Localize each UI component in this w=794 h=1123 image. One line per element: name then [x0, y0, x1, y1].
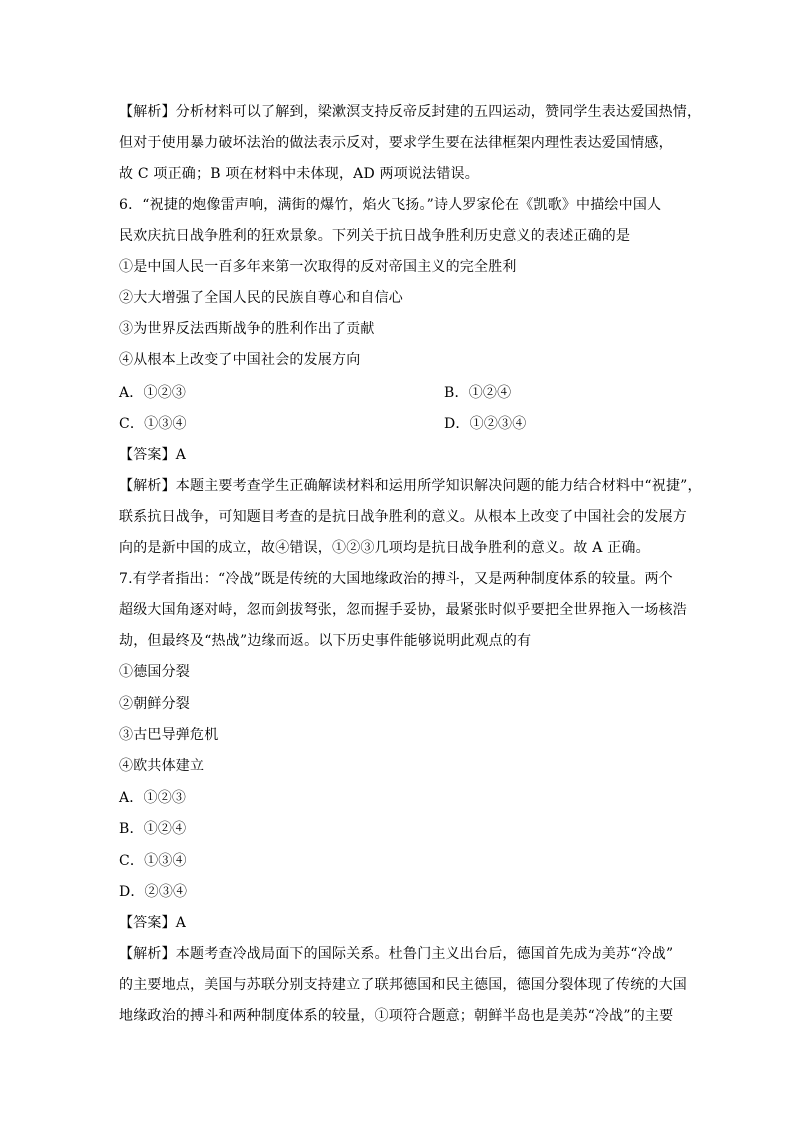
statement-1: ①德国分裂: [119, 664, 190, 680]
option-d: D．②③④: [119, 884, 188, 900]
text-line: 联系抗日战争，可知题目考查的是抗日战争胜利的意义。从根本上改变了中国社会的发展方: [119, 509, 687, 525]
text-line: 向的是新中国的成立，故④错误，①②③几项均是抗日战争胜利的意义。故 A 正确。: [119, 540, 650, 556]
statement-1: ①是中国人民一百多年来第一次取得的反对帝国主义的完全胜利: [119, 259, 517, 275]
statement-2: ②朝鲜分裂: [119, 696, 190, 712]
question-7-stem: 7.有学者指出：“冷战”既是传统的大国地缘政治的搏斗，又是两种制度体系的较量。两个: [119, 571, 673, 587]
answer-label: 【答案】A: [119, 447, 187, 463]
text-line: 超级大国角逐对峙，忽而剑拔弩张，忽而握手妥协，最紧张时似乎要把全世界拖入一场核浩: [119, 602, 687, 618]
answer-label: 【答案】A: [119, 915, 187, 931]
text-line: 故 C 项正确；B 项在材料中未体现，AD 两项说法错误。: [119, 166, 479, 182]
option-a: A．①②③: [119, 385, 187, 401]
statement-3: ③古巴导弹危机: [119, 727, 219, 743]
analysis-text: 【解析】本题主要考查学生正确解读材料和运用所学知识解决问题的能力结合材料中“祝捷”，: [119, 478, 702, 494]
option-a: A．①②③: [119, 790, 187, 806]
text-line: 地缘政治的搏斗和两种制度体系的较量，①项符合题意；朝鲜半岛也是美苏“冷战”的主要: [119, 1008, 674, 1024]
text-line: 但对于使用暴力破坏法治的做法表示反对，要求学生要在法律框架内理性表达爱国情感，: [119, 135, 673, 151]
text-line: 的主要地点，美国与苏联分别支持建立了联邦德国和民主德国，德国分裂体现了传统的大国: [119, 977, 687, 993]
option-b: B．①②④: [119, 821, 187, 837]
option-d: D．①②③④: [444, 416, 527, 432]
statement-4: ④从根本上改变了中国社会的发展方向: [119, 352, 361, 368]
statement-4: ④欧共体建立: [119, 758, 205, 774]
statement-3: ③为世界反法西斯战争的胜利作出了贡献: [119, 321, 375, 337]
question-6-stem: 6．“祝捷的炮像雷声响，满街的爆竹，焰火飞扬。”诗人罗家伦在《凯歌》中描绘中国人: [119, 197, 662, 213]
text-line: 【解析】分析材料可以了解到，梁漱溟支持反帝反封建的五四运动，赞同学生表达爱国热情，: [119, 104, 702, 120]
option-c: C．①③④: [119, 853, 187, 869]
analysis-text: 【解析】本题考查冷战局面下的国际关系。杜鲁门主义出台后，德国首先成为美苏“冷战”: [119, 946, 674, 962]
statement-2: ②大大增强了全国人民的民族自尊心和自信心: [119, 290, 403, 306]
option-c: C．①③④: [119, 416, 187, 432]
text-line: 劫，但最终及“热战”边缘而返。以下历史事件能够说明此观点的有: [119, 633, 532, 649]
text-line: 民欢庆抗日战争胜利的狂欢景象。下列关于抗日战争胜利历史意义的表述正确的是: [119, 228, 631, 244]
option-b: B．①②④: [444, 385, 512, 401]
